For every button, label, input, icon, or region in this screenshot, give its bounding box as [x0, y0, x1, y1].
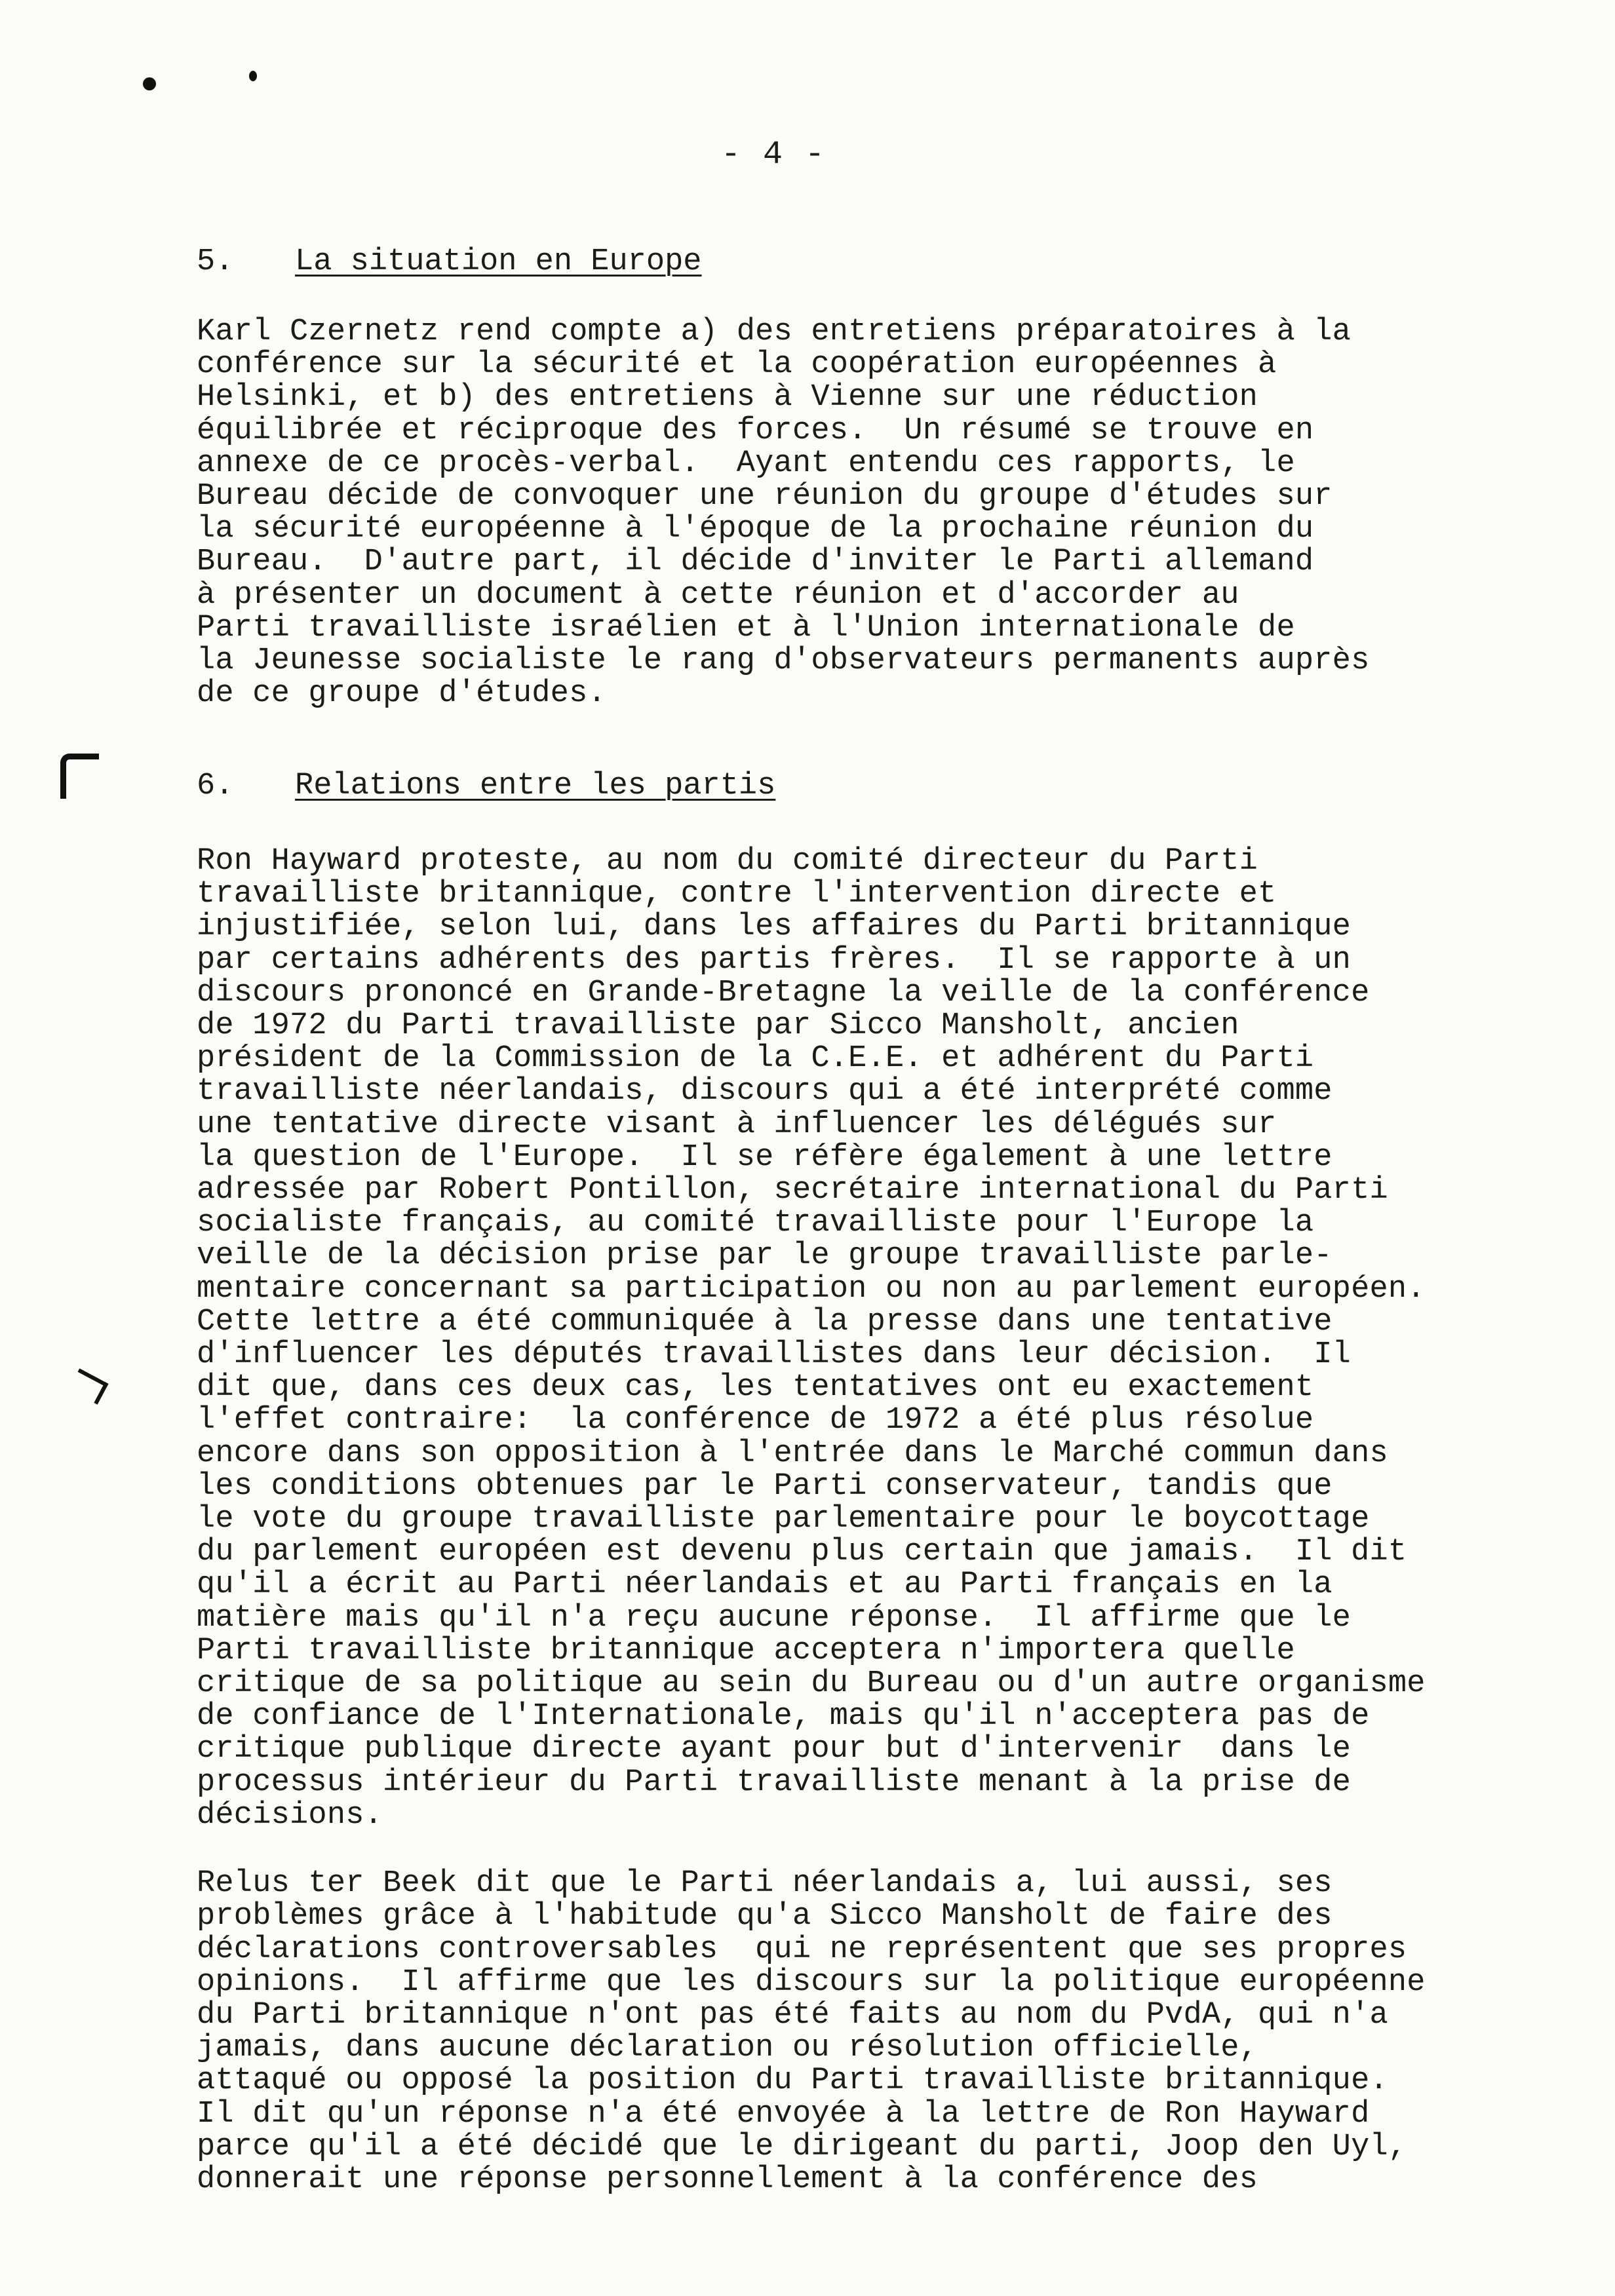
text-line: Parti travailliste britannique acceptera n'importera quelle	[197, 1633, 1295, 1668]
text-line: critique de sa politique au sein du Bureau ou d'un autre organisme	[197, 1666, 1426, 1702]
ink-dot-mark	[249, 71, 257, 81]
text-line: Relus ter Beek dit que le Parti néerlandais a, lui aussi, ses	[197, 1866, 1333, 1902]
text-line: la Jeunesse socialiste le rang d'observateurs permanents auprès	[197, 643, 1370, 679]
text-line: socialiste français, au comité travailliste pour l'Europe la	[197, 1206, 1314, 1241]
margin-tick-mark	[68, 1368, 108, 1404]
text-line: l'effet contraire: la conférence de 1972 a été plus résolue	[197, 1403, 1314, 1438]
text-line: attaqué ou opposé la position du Parti travailliste britannique.	[197, 2063, 1388, 2099]
section-heading	[197, 767, 1508, 806]
text-line: qu'il a écrit au Parti néerlandais et au Parti français en la	[197, 1567, 1333, 1603]
margin-corner-mark	[60, 754, 99, 799]
text-line: Cette lettre a été communiquée à la presse dans une tentative	[197, 1304, 1333, 1339]
text-line: équilibrée et réciproque des forces. Un résumé se trouve en	[197, 413, 1314, 448]
text-line: Ron Hayward proteste, au nom du comité directeur du Parti	[197, 844, 1258, 879]
text-line: déclarations controversables qui ne représentent que ses propres	[197, 1932, 1407, 1967]
text-line: Bureau décide de convoquer une réunion du groupe d'études sur	[197, 479, 1333, 514]
text-line: discours prononcé en Grande-Bretagne la veille de la conférence	[197, 975, 1370, 1010]
text-line: jamais, dans aucune déclaration ou résolution officielle,	[197, 2031, 1258, 2066]
text-line: processus intérieur du Parti travailliste menant à la prise de	[197, 1765, 1352, 1800]
text-line: du Parti britannique n'ont pas été faits au nom du PvdA, qui n'a	[197, 1997, 1388, 2033]
section-number: 5.	[197, 244, 234, 279]
text-line: décisions.	[197, 1797, 383, 1833]
text-line: mentaire concernant sa participation ou non au parlement européen.	[197, 1271, 1426, 1307]
text-line: travailliste néerlandais, discours qui a été interprété comme	[197, 1074, 1333, 1109]
text-line: annexe de ce procès-verbal. Ayant entendu ces rapports, le	[197, 446, 1295, 481]
text-line: Helsinki, et b) des entretiens à Vienne sur une réduction	[197, 380, 1258, 415]
text-line: dit que, dans ces deux cas, les tentatives ont eu exactement	[197, 1370, 1314, 1406]
text-line: opinions. Il affirme que les discours sur la politique européenne	[197, 1964, 1426, 2000]
text-line: à présenter un document à cette réunion et d'accorder au	[197, 577, 1239, 613]
text-line: problèmes grâce à l'habitude qu'a Sicco Mansholt de faire des	[197, 1899, 1333, 1934]
text-line: de ce groupe d'études.	[197, 676, 606, 712]
section-5	[197, 242, 1508, 710]
text-line: travailliste britannique, contre l'intervention directe et	[197, 877, 1277, 912]
text-line: veille de la décision prise par le groupe travailliste parle-	[197, 1238, 1333, 1274]
section-title: La situation en Europe	[295, 244, 702, 279]
text-line: d'influencer les députés travaillistes dans leur décision. Il	[197, 1337, 1352, 1373]
text-line: de 1972 du Parti travailliste par Sicco Mansholt, ancien	[197, 1008, 1239, 1044]
text-line: le vote du groupe travailliste parlementaire pour le boycottage	[197, 1502, 1370, 1537]
text-line: conférence sur la sécurité et la coopération européennes à	[197, 347, 1277, 383]
paragraph	[197, 1867, 1508, 2196]
text-line: une tentative directe visant à influencer les délégués sur	[197, 1107, 1277, 1142]
page-number: - 4 -	[721, 136, 827, 174]
text-line: par certains adhérents des partis frères. Il se rapporte à un	[197, 942, 1352, 978]
text-line: du parlement européen est devenu plus certain que jamais. Il dit	[197, 1535, 1407, 1570]
text-line: critique publique directe ayant pour but d'intervenir dans le	[197, 1732, 1352, 1767]
text-line: de confiance de l'Internationale, mais qu'il n'acceptera pas de	[197, 1699, 1370, 1734]
paragraph	[197, 316, 1508, 710]
text-line: donnerait une réponse personnellement à la conférence des	[197, 2162, 1258, 2197]
text-line: adressée par Robert Pontillon, secrétaire international du Parti	[197, 1173, 1388, 1208]
text-line: matière mais qu'il n'a reçu aucune réponse. Il affirme que le	[197, 1600, 1352, 1636]
paragraph	[197, 845, 1508, 1832]
section-6	[197, 767, 1508, 2196]
section-title: Relations entre les partis	[295, 769, 776, 803]
text-line: Il dit qu'un réponse n'a été envoyée à la lettre de Ron Hayward	[197, 2096, 1370, 2132]
section-number: 6.	[197, 769, 234, 803]
punch-dot-mark	[143, 77, 156, 90]
text-line: Karl Czernetz rend compte a) des entretiens préparatoires à la	[197, 315, 1352, 349]
text-line: président de la Commission de la C.E.E. et adhérent du Parti	[197, 1041, 1314, 1077]
text-line: Bureau. D'autre part, il décide d'inviter le Parti allemand	[197, 545, 1314, 580]
text-line: injustifiée, selon lui, dans les affaires du Parti britannique	[197, 909, 1352, 945]
text-line: parce qu'il a été décidé que le dirigeant du parti, Joop den Uyl,	[197, 2129, 1407, 2164]
text-line: la question de l'Europe. Il se réfère également à une lettre	[197, 1139, 1333, 1175]
text-line: les conditions obtenues par le Parti conservateur, tandis que	[197, 1468, 1333, 1504]
text-line: encore dans son opposition à l'entrée dans le Marché commun dans	[197, 1436, 1388, 1471]
text-line: Parti travailliste israélien et à l'Union internationale de	[197, 610, 1295, 645]
section-heading	[197, 242, 1508, 282]
text-line: la sécurité européenne à l'époque de la prochaine réunion du	[197, 512, 1314, 547]
